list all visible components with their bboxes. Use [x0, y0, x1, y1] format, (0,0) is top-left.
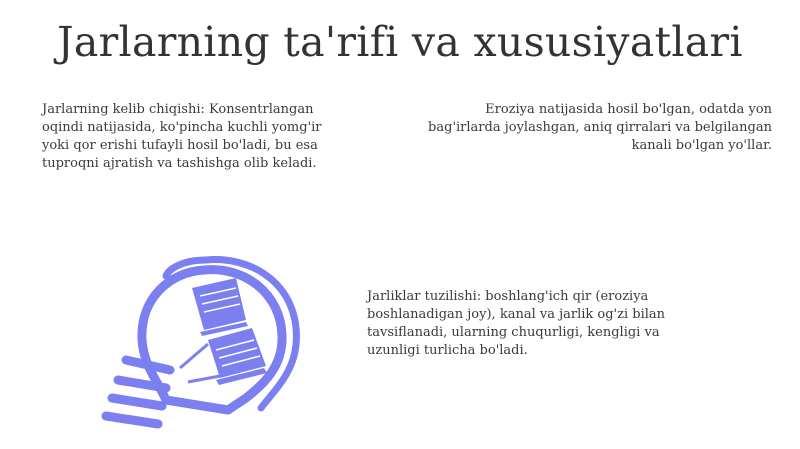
- structure-text-block: Jarliklar tuzilishi: boshlang'ich qir (eroziya boshlanadigan joy), kanal va jarlik og'zi bilan tavsiflanadi, ularning chuqurligi, kengligi va uzunligi turlicha bo'ladi.: [367, 289, 666, 358]
- definition-text-block: Eroziya natijasida hosil bo'lgan, odatda yon bag'irlarda joylashgan, aniq qirralari va belgilangan kanali bo'lgan yo'llar.: [428, 102, 772, 153]
- origin-text-block: Jarlarning kelib chiqishi: Konsentrlangan oqindi natijasida, ko'pincha kuchli yomg'ir yoki qor erishi tufayli hosil bo'ladi, bu esa tuproqni ajratish va tashishga olib keladi.: [42, 102, 322, 171]
- lightbulb-with-book-icon: [96, 248, 316, 444]
- slide-title: Jarlarning ta'rifi va xususiyatlari: [57, 18, 743, 66]
